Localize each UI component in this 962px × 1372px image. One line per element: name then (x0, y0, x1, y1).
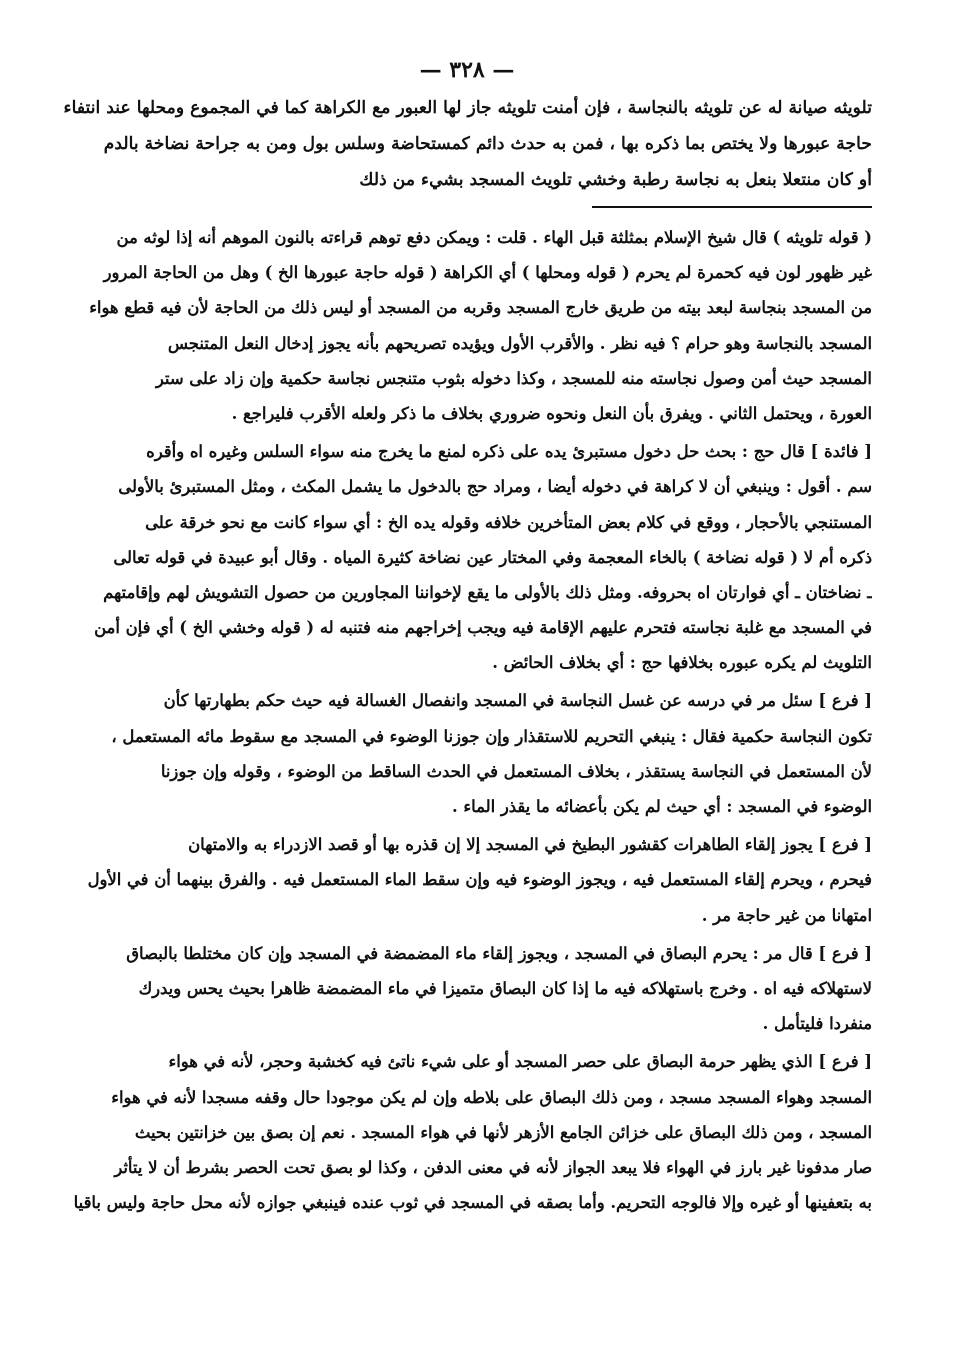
commentary-line: فيحرم ، ويحرم إلقاء المستعمل فيه ، ويجوز الوضوء فيه وإن سقط الماء المستعمل فيه . والفرق بينهما أن في الأول (87, 870, 872, 890)
commentary-paragraph (62, 683, 872, 824)
commentary-line: من المسجد بنجاسة لبعد بيته من طريق خارج المسجد وقربه من المسجد أو ليس ذلك من الحاجة لأن فيه قطع هواء (89, 298, 872, 318)
commentary-line: [ فائدة ] قال حج : بحث حل دخول مستبرئ يده على ذكره لمنع ما يخرج منه سواء السلس وغيره اه وأقره (146, 442, 872, 462)
commentary-paragraph (62, 434, 872, 680)
commentary-line: المسجد ، ومن ذلك البصاق على خزائن الجامع الأزهر لأنها في هواء المسجد . نعم إن بصق بين خزانتين بحيث (134, 1122, 872, 1142)
main-text-line: تلويثه صيانة له عن تلويثه بالنجاسة ، فإن أمنت تلويثه جاز لها العبور مع الكراهة كما في المجموع ومحلها عند انتفاء (63, 98, 872, 118)
commentary-line: تكون النجاسة حكمية فقال : ينبغي التحريم للاستقذار وإن جوزنا الوضوء في المسجد مع سقوط مائه المستعمل ، (111, 726, 872, 746)
commentary-line: في المسجد مع غلبة نجاسته فتحرم عليهم الإقامة فيه ويجب إخراجهم منه فتنبه له ( قوله وخشي الخ ) أي فإن أمن (94, 618, 872, 638)
commentary-line: [ فرع ] قال مر : يحرم البصاق في المسجد ، ويجوز إلقاء ماء المضمضة في المسجد وإن كان مختلطا بالبصاق (126, 943, 872, 963)
commentary-line: ـ نضاختان ـ أي فوارتان اه بحروفه. ومثل ذلك بالأولى ما يقع لإخواننا المجاورين من حصول التشويش لهم وإقامتهم (103, 582, 872, 602)
main-text-line: حاجة عبورها ولا يختص بما ذكره بها ، فمن به حدث دائم كمستحاضة وسلس بول ومن به جراحة نضاخة بالدم (103, 134, 872, 154)
section-divider (592, 206, 872, 208)
commentary-line: المسجد حيث أمن وصول نجاسته منه للمسجد ، وكذا دخوله بثوب متنجس نجاسة حكمية وإن زاد على ستر (155, 368, 872, 388)
commentary-line: صار مدفونا غير بارز في الهواء فلا يبعد الجواز لأنه في معنى الدفن ، وكذا لو بصق تحت الحصر بشرط أن لا يتأثر (114, 1157, 872, 1177)
commentary-line: غير ظهور لون فيه كحمرة لم يحرم ( قوله ومحلها ) أي الكراهة ( قوله حاجة عبورها الخ ) وهل من الحاجة المرور (103, 263, 872, 283)
commentary-line: منفردا فليتأمل . (762, 1014, 872, 1034)
commentary-paragraph (62, 1044, 872, 1220)
commentary-line: لاستهلاكه فيه اه . وخرج باستهلاكه فيه ما إذا كان البصاق متميزا في ماء المضمضة ظاهرا بحيث يحس ويدرك (138, 978, 872, 998)
main-text (62, 90, 872, 198)
commentary-line: [ فرع ] سئل مر في درسه عن غسل النجاسة في المسجد وانفصال الغسالة فيه حيث حكم بطهارتها كأن (163, 691, 872, 711)
commentary-line: [ فرع ] الذي يظهر حرمة البصاق على حصر المسجد أو على شيء ناتئ فيه كخشبة وحجر، لأنه في هواء (168, 1052, 872, 1072)
commentary-line: امتهانا من غير حاجة مر . (701, 905, 872, 925)
commentary-line: ذكره أم لا ( قوله نضاخة ) بالخاء المعجمة وفي المختار عين نضاخة كثيرة المياه . وقال أبو عبيدة في قوله تعالى (113, 547, 872, 567)
main-text-line: أو كان منتعلا بنعل به نجاسة رطبة وخشي تلويث المسجد بشيء من ذلك (359, 170, 872, 190)
commentary-paragraph (62, 936, 872, 1042)
commentary-line: التلويث لم يكره عبوره بخلافها حج : أي بخلاف الحائض . (492, 653, 872, 673)
commentary-line: لأن المستعمل في النجاسة يستقذر ، بخلاف المستعمل في الحدث الساقط من الوضوء ، وقوله وإن جوزنا (160, 761, 872, 781)
commentary-line: الوضوء في المسجد : أي حيث لم يكن بأعضائه ما يقذر الماء . (452, 797, 872, 816)
commentary-line: المسجد بالنجاسة وهو حرام ؟ فيه نظر . والأقرب الأول ويؤيده تصريحهم بأنه يجوز إدخال النعل المتنجس (167, 333, 872, 353)
book-page (62, 50, 872, 1220)
commentary-line: العورة ، ويحتمل الثاني . ويفرق بأن النعل ونحوه ضروري بخلاف ما ذكر ولعله الأقرب فليراجع . (231, 403, 872, 423)
commentary-line: سم . أقول : وينبغي أن لا كراهة في دخوله أيضا ، ومراد حج بالدخول ما يشمل المكث ، ومثل المستبرئ بالأولى (118, 477, 872, 497)
page-number: — ٣٢٨ — (419, 57, 515, 83)
commentary-paragraph (62, 220, 872, 431)
commentary-line: به بتعفينها أو غيره وإلا فالوجه التحريم. وأما بصقه في المسجد في ثوب عنده فينبغي جوازه لأنه محل حاجة وليس باقيا (73, 1193, 872, 1213)
commentary (62, 220, 872, 1220)
commentary-line: [ فرع ] يجوز إلقاء الطاهرات كقشور البطيخ في المسجد إلا إن قذره بها أو قصد الازدراء به والامتهان (188, 835, 872, 855)
commentary-line: ( قوله تلويثه ) قال شيخ الإسلام بمثلثة قبل الهاء . قلت : ويمكن دفع توهم قراءته بالنون الموهم أنه إذا لوثه من (116, 228, 872, 247)
commentary-line: المسجد وهواء المسجد مسجد ، ومن ذلك البصاق على بلاطه وإن لم يكن موجودا حال وقفه مسجدا لأنه في هواء (111, 1087, 872, 1107)
commentary-line: المستنجي بالأحجار ، ووقع في كلام بعض المتأخرين خلافه وقوله يده الخ : أي سواء كانت مع نحو خرقة على (145, 512, 872, 532)
commentary-paragraph (62, 827, 872, 933)
